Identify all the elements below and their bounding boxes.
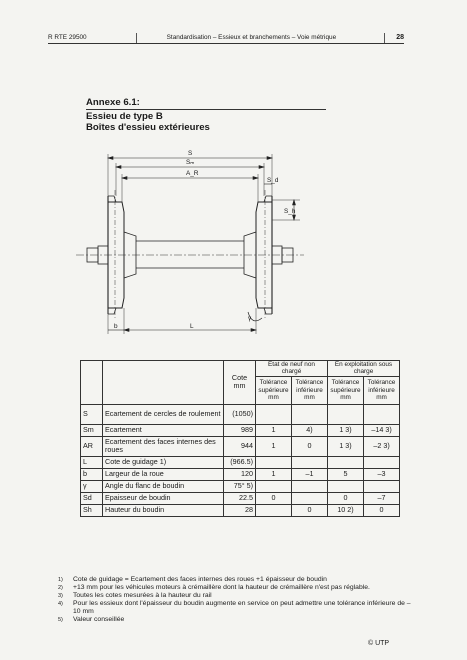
row-service-upper: 0 — [328, 492, 364, 504]
table-row — [81, 424, 400, 436]
footnote — [58, 616, 418, 624]
row-description: Ecartement de cercles de roulement — [103, 404, 224, 424]
col-header-cote — [224, 361, 256, 405]
row-new-upper — [256, 456, 292, 468]
row-symbol: S — [81, 404, 103, 424]
row-symbol: γ — [81, 480, 103, 492]
row-new-upper — [256, 404, 292, 424]
row-new-lower: 4) — [292, 424, 328, 436]
row-new-lower: 0 — [292, 436, 328, 456]
row-symbol: AR — [81, 436, 103, 456]
table-corner — [81, 361, 103, 405]
dim-label-sd: S_d — [267, 177, 279, 184]
footnote-mark: 1) — [58, 577, 63, 583]
dim-label-gamma: γ — [248, 315, 252, 322]
row-service-upper — [328, 480, 364, 492]
table-row — [81, 504, 400, 516]
row-new-upper — [256, 504, 292, 516]
sub-header-lower: Tolérance inférieure mm — [364, 376, 400, 404]
row-description: Epaisseur de boudin — [103, 492, 224, 504]
row-cote: 989 — [224, 424, 256, 436]
dim-label-b: b — [114, 323, 118, 330]
footnote — [58, 600, 418, 616]
row-service-upper: 1 3) — [328, 436, 364, 456]
dim-label-sh: S_h — [284, 208, 296, 215]
table-row — [81, 436, 400, 456]
copyright: © UTP — [368, 640, 390, 647]
row-description: Ecartement des faces internes des roues — [103, 436, 224, 456]
row-symbol: b — [81, 468, 103, 480]
table-row — [81, 404, 400, 424]
section-title: Essieu de type B — [86, 111, 163, 122]
row-description: Cote de guidage 1) — [103, 456, 224, 468]
table-row — [81, 468, 400, 480]
sub-header-lower: Tolérance inférieure mm — [292, 376, 328, 404]
row-cote: 944 — [224, 436, 256, 456]
row-service-lower — [364, 480, 400, 492]
row-service-lower — [364, 404, 400, 424]
footnote — [58, 592, 418, 600]
footnotes — [58, 576, 418, 625]
row-new-upper: 1 — [256, 436, 292, 456]
group-header-new: Etat de neuf non chargé — [256, 361, 328, 377]
footnote-mark: 5) — [58, 617, 63, 624]
sub-header-upper: Tolérance supérieure mm — [328, 376, 364, 404]
row-symbol: Sd — [81, 492, 103, 504]
row-new-upper: 0 — [256, 492, 292, 504]
row-symbol: Sm — [81, 424, 103, 436]
row-service-upper — [328, 456, 364, 468]
section-subtitle: Boîtes d'essieu extérieures — [86, 122, 210, 133]
row-symbol: L — [81, 456, 103, 468]
row-service-lower: –2 3) — [364, 436, 400, 456]
table-corner — [103, 361, 224, 405]
group-header-service: En exploitation sous charge — [328, 361, 400, 377]
footnote-mark: 4) — [58, 601, 63, 608]
row-new-upper: 1 — [256, 424, 292, 436]
header-doc-ref: R RTE 29500 — [48, 34, 87, 41]
row-service-lower — [364, 456, 400, 468]
footnote-text: Valeur conseillée — [73, 616, 125, 624]
row-new-lower — [292, 492, 328, 504]
header-title: Standardisation – Essieux et branchements – Voie métrique — [166, 34, 337, 41]
row-new-lower — [292, 404, 328, 424]
row-new-upper — [256, 480, 292, 492]
page-number: 28 — [396, 34, 404, 41]
row-service-upper: 1 3) — [328, 424, 364, 436]
row-description: Hauteur du boudin — [103, 504, 224, 516]
row-service-upper: 10 2) — [328, 504, 364, 516]
footnote — [58, 584, 418, 592]
header-cote-label: Cote — [231, 372, 248, 382]
row-cote: 22.5 — [224, 492, 256, 504]
footnote-text: Cote de guidage = Ecartement des faces internes des roues +1 épaisseur de boudin — [73, 576, 327, 583]
row-service-lower: 0 — [364, 504, 400, 516]
dim-label-l: L — [190, 323, 194, 330]
table-row — [81, 480, 400, 492]
row-new-upper: 1 — [256, 468, 292, 480]
row-service-lower: –3 — [364, 468, 400, 480]
row-new-lower: 0 — [292, 504, 328, 516]
header-mm-label: mm — [233, 381, 246, 391]
row-cote: (1050) — [224, 404, 256, 424]
annex-title: Annexe 6.1: — [86, 97, 140, 108]
footnote-mark: 3) — [58, 593, 63, 600]
footnote — [58, 576, 418, 584]
footnote-text: +13 mm pour les véhicules moteurs à crémaillère dont la hauteur de crémaillère n'est pas réglable. — [73, 584, 370, 592]
dimension-table — [80, 360, 400, 517]
row-new-lower — [292, 456, 328, 468]
row-cote: 120 — [224, 468, 256, 480]
footnote-text: Toutes les cotes mesurées à la hauteur du rail — [73, 592, 212, 600]
dim-label-sm: Sₘ — [186, 159, 195, 166]
row-new-lower — [292, 480, 328, 492]
footnote-text: Pour les essieux dont l'épaisseur du boudin augmente en service on peut admettre une tolérance inférieure de –10 mm — [73, 600, 411, 616]
row-description: Angle du flanc de boudin — [103, 480, 224, 492]
row-cote: 28 — [224, 504, 256, 516]
table-row — [81, 492, 400, 504]
dim-label-ar: A_R — [186, 170, 199, 177]
row-symbol: Sh — [81, 504, 103, 516]
row-description: Ecartement — [103, 424, 224, 436]
row-service-upper — [328, 404, 364, 424]
row-cote: 75° 5) — [224, 480, 256, 492]
row-service-lower: –14 3) — [364, 424, 400, 436]
row-service-upper: 5 — [328, 468, 364, 480]
table-row — [81, 456, 400, 468]
row-description: Largeur de la roue — [103, 468, 224, 480]
dim-label-s: S — [188, 150, 193, 157]
sub-header-upper: Tolérance supérieure mm — [256, 376, 292, 404]
row-cote: (966.5) — [224, 456, 256, 468]
row-service-lower: –7 — [364, 492, 400, 504]
footnote-mark: 2) — [58, 585, 63, 592]
row-new-lower: –1 — [292, 468, 328, 480]
